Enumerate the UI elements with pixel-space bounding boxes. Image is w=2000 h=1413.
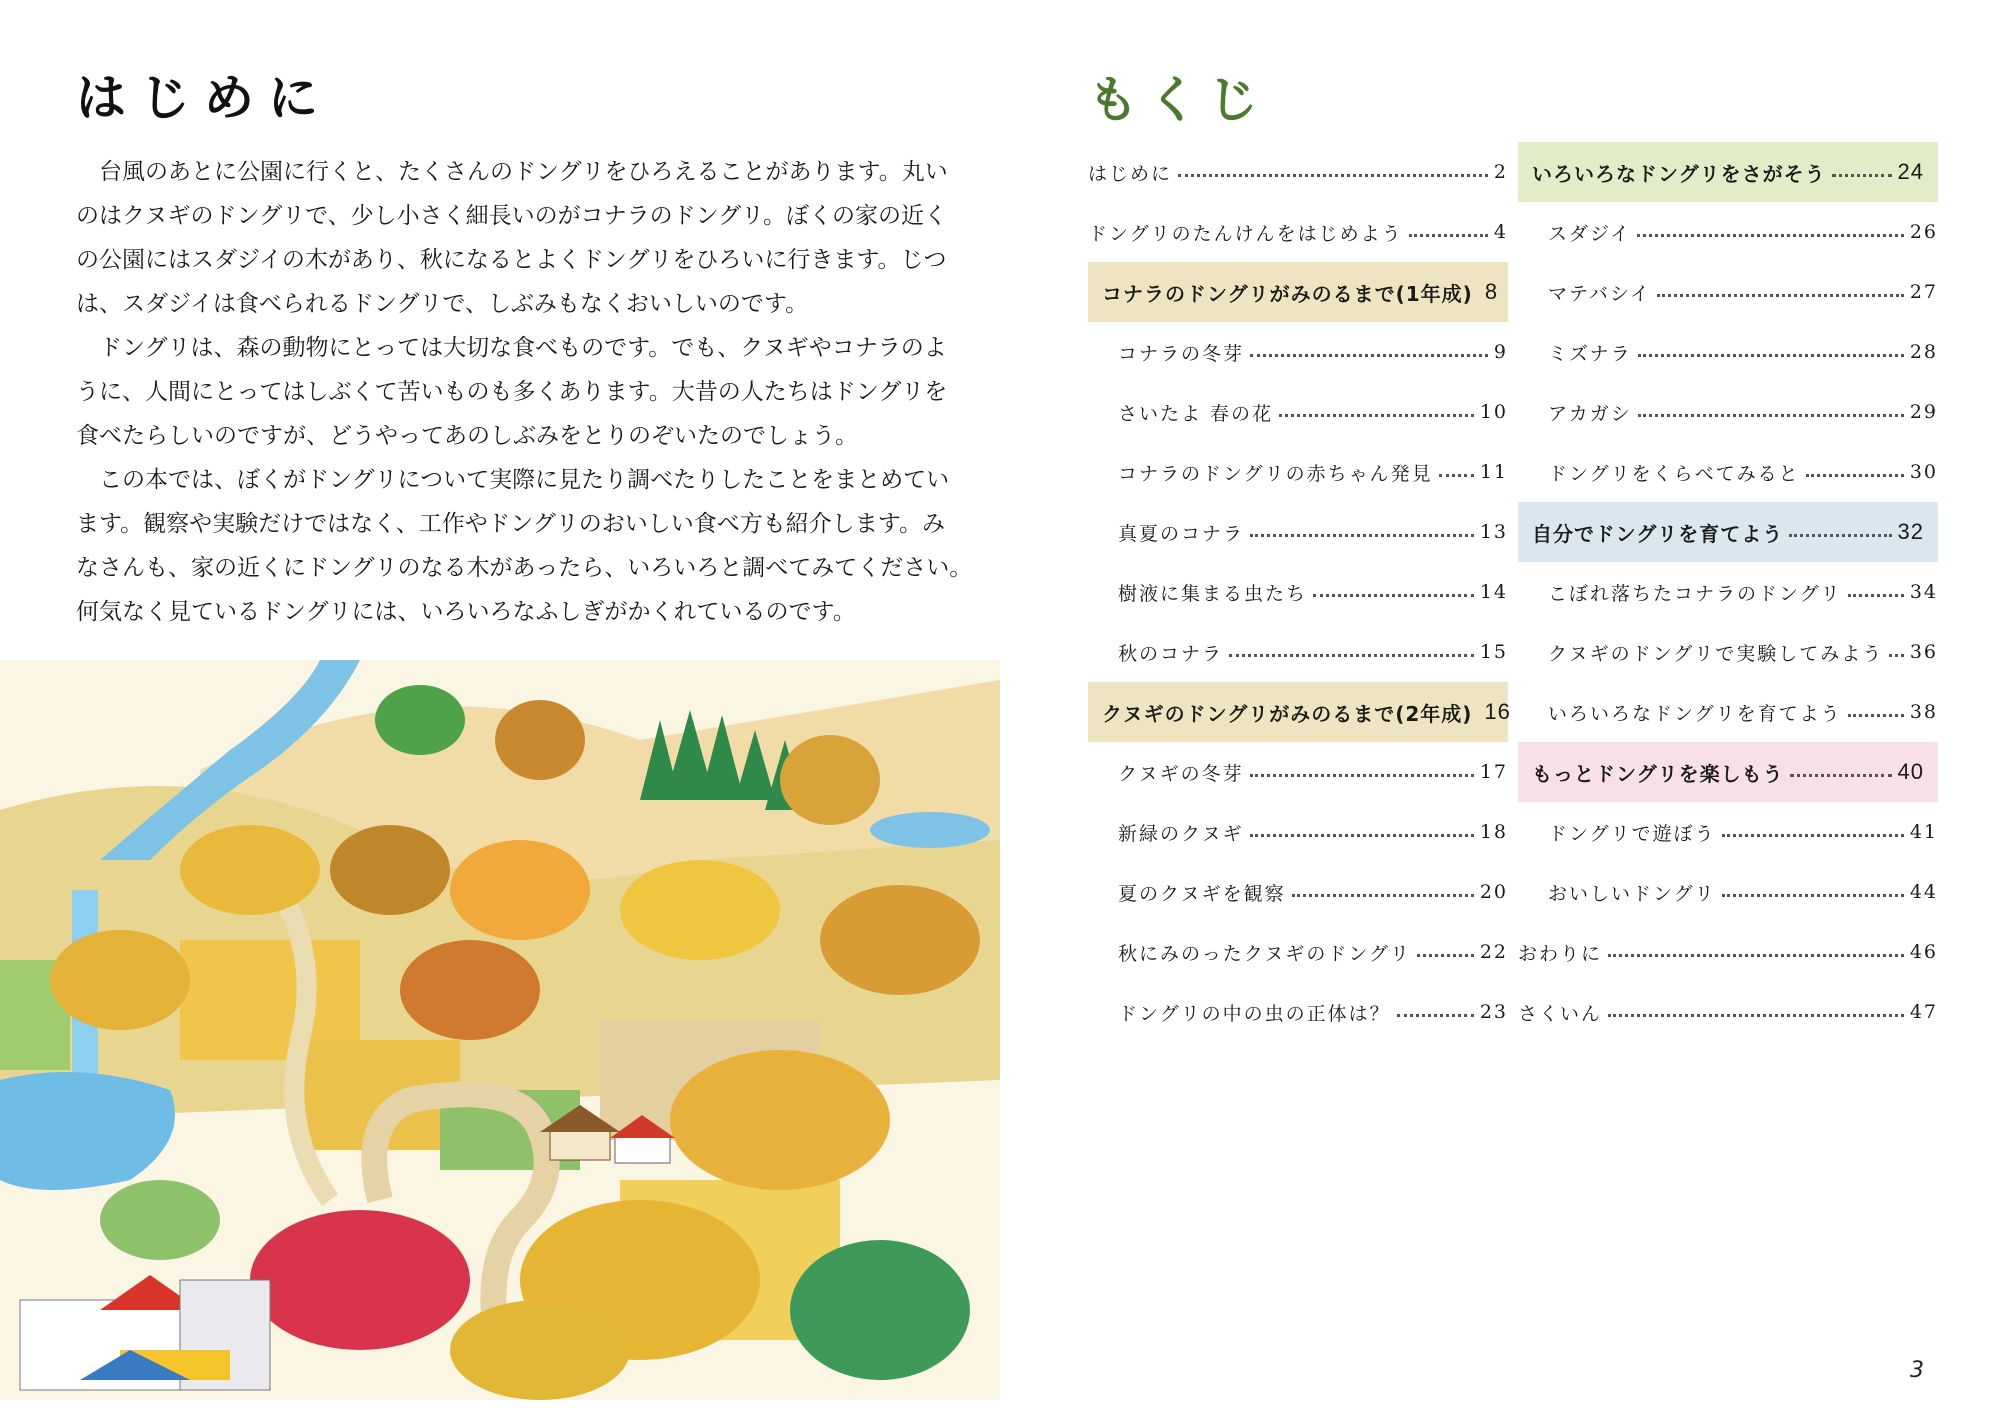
leader-dots (1397, 1014, 1474, 1017)
toc-entry[interactable] (1518, 802, 1938, 862)
toc-entry[interactable] (1518, 202, 1938, 262)
intro-line: 台風のあとに公園に行くと、たくさんのドングリをひろえることがあります。丸い (99, 159, 948, 185)
toc-section-label: いろいろなドングリをさがそう (1532, 161, 1826, 186)
intro-line: 何気なく見ているドングリには、いろいろなふしぎがかくれているのです。 (76, 599, 856, 625)
toc-entry-label: スダジイ (1548, 222, 1632, 245)
leader-dots (1637, 234, 1904, 237)
toc-entry-page: 41 (1909, 821, 1938, 843)
toc-entry-page: 13 (1479, 521, 1508, 543)
toc-entry-page: 15 (1479, 641, 1508, 663)
leader-dots (1889, 654, 1904, 657)
leader-dots (1722, 834, 1904, 837)
toc-entry-page: 18 (1479, 821, 1508, 843)
page-number: 3 (1910, 1358, 1924, 1383)
toc-entry[interactable] (1088, 442, 1508, 502)
toc-entry[interactable] (1088, 382, 1508, 442)
toc-entry-page: 22 (1479, 941, 1508, 963)
toc-entry[interactable] (1088, 742, 1508, 802)
toc-entry-label: さいたよ 春の花 (1118, 402, 1274, 425)
toc-section-page: 16 (1484, 699, 1511, 724)
toc-entry-page: 30 (1909, 461, 1938, 483)
intro-line: この本では、ぼくがドングリについて実際に見たり調べたりしたことをまとめてい (99, 467, 950, 493)
toc-entry-label: コナラのドングリの赤ちゃん発見 (1118, 462, 1433, 485)
leader-dots (1313, 594, 1474, 597)
leader-dots (1178, 174, 1488, 177)
leader-dots (1250, 834, 1474, 837)
leader-dots (1638, 354, 1904, 357)
toc-entry-page: 34 (1909, 581, 1938, 603)
toc-entry-label: ドングリをくらべてみると (1548, 462, 1800, 485)
toc-entry-label: 秋にみのったクヌギのドングリ (1118, 942, 1412, 965)
leader-dots (1608, 954, 1904, 957)
toc-entry-label: アカガシ (1548, 402, 1632, 425)
toc-entry-label: ミズナラ (1548, 342, 1632, 365)
toc-entry-page: 4 (1493, 221, 1508, 243)
leader-dots (1790, 774, 1892, 777)
leader-dots (1292, 894, 1474, 897)
leader-dots (1832, 174, 1892, 177)
toc-entry[interactable] (1518, 982, 1938, 1042)
toc-entry[interactable] (1518, 622, 1938, 682)
toc-section-header[interactable] (1088, 262, 1508, 322)
leader-dots (1848, 714, 1904, 717)
intro-title: はじめに (76, 69, 332, 127)
toc-entry-page: 28 (1909, 341, 1938, 363)
toc-entry-label: 新緑のクヌギ (1118, 822, 1244, 845)
intro-line: のはクヌギのドングリで、少し小さく細長いのがコナラのドングリ。ぼくの家の近く (76, 203, 948, 229)
leader-dots (1722, 894, 1904, 897)
toc-entry[interactable] (1518, 682, 1938, 742)
toc-entry-label: おいしいドングリ (1548, 882, 1716, 905)
intro-line: うに、人間にとってはしぶくて苦いものも多くあります。大昔の人たちはドングリを (76, 379, 948, 405)
leader-dots (1657, 294, 1904, 297)
toc-entry-page: 38 (1909, 701, 1938, 723)
toc-section-page: 24 (1897, 159, 1924, 184)
toc-entry-page: 20 (1479, 881, 1508, 903)
toc-entry[interactable] (1518, 262, 1938, 322)
toc-entry[interactable] (1518, 442, 1938, 502)
leader-dots (1638, 414, 1904, 417)
intro-line: の公園にはスダジイの木があり、秋になるとよくドングリをひろいに行きます。じつ (76, 247, 947, 273)
toc-section-page: 8 (1484, 279, 1499, 304)
toc-entry-page: 2 (1493, 161, 1508, 183)
toc-entry[interactable] (1088, 622, 1508, 682)
toc-column-right (1518, 142, 1938, 1042)
toc-entry-label: 樹液に集まる虫たち (1118, 582, 1308, 605)
intro-line: ドングリは、森の動物にとっては大切な食べものです。でも、クヌギやコナラのよ (99, 335, 947, 361)
leader-dots (1789, 534, 1891, 537)
toc-entry-page: 47 (1909, 1001, 1938, 1023)
toc-entry-label: 秋のコナラ (1118, 642, 1224, 665)
toc-section-header[interactable] (1518, 502, 1938, 562)
toc-entry[interactable] (1088, 502, 1508, 562)
toc-entry-page: 29 (1909, 401, 1938, 423)
intro-text (76, 150, 973, 634)
toc-entry[interactable] (1088, 802, 1508, 862)
toc-section-label: 自分でドングリを育てよう (1532, 521, 1784, 546)
toc-entry-page: 36 (1909, 641, 1938, 663)
toc-entry-label: こぼれ落ちたコナラのドングリ (1548, 582, 1842, 605)
leader-dots (1409, 234, 1488, 237)
leader-dots (1229, 654, 1474, 657)
leader-dots (1279, 414, 1474, 417)
intro-line: ます。観察や実験だけではなく、工作やドングリのおいしい食べ方も紹介します。み (76, 511, 945, 537)
toc-entry-label: はじめに (1088, 162, 1173, 185)
leader-dots (1439, 474, 1474, 477)
toc-entry[interactable] (1088, 862, 1508, 922)
toc-title: もくじ (1088, 71, 1268, 129)
toc-entry-label: ドングリのたんけんをはじめよう (1088, 222, 1403, 245)
toc-entry[interactable] (1088, 562, 1508, 622)
landscape-illustration (0, 660, 1000, 1400)
toc-entry[interactable] (1518, 862, 1938, 922)
toc-section-label: もっとドングリを楽しもう (1532, 761, 1784, 786)
intro-line: 食べたらしいのですが、どうやってあのしぶみをとりのぞいたのでしょう。 (76, 423, 858, 449)
toc-column-left (1088, 142, 1511, 1042)
toc-section-header[interactable] (1518, 742, 1938, 802)
toc-entry-page: 23 (1479, 1001, 1508, 1023)
toc-entry[interactable] (1088, 982, 1508, 1042)
toc-entry-page: 26 (1909, 221, 1938, 243)
toc-entry-label: いろいろなドングリを育てよう (1548, 702, 1842, 725)
leader-dots (1608, 1014, 1904, 1017)
toc-entry-page: 14 (1479, 581, 1508, 603)
toc-entry-label: クヌギの冬芽 (1118, 762, 1244, 785)
leader-dots (1250, 774, 1474, 777)
toc-entry-page: 10 (1479, 401, 1508, 423)
toc-entry[interactable] (1518, 922, 1938, 982)
intro-line: は、スダジイは食べられるドングリで、しぶみもなくおいしいのです。 (76, 291, 809, 317)
toc-entry[interactable] (1518, 322, 1938, 382)
leader-dots (1250, 354, 1488, 357)
toc-entry-label: コナラの冬芽 (1118, 342, 1245, 365)
toc-entry-page: 44 (1909, 881, 1938, 903)
toc-entry-label: マテバシイ (1548, 282, 1651, 305)
leader-dots (1417, 954, 1474, 957)
toc-entry-label: 真夏のコナラ (1118, 522, 1245, 545)
toc-section-header[interactable] (1088, 682, 1511, 742)
toc-section-header[interactable] (1518, 142, 1938, 202)
toc-entry-label: クヌギのドングリで実験してみよう (1548, 642, 1884, 665)
toc-entry-label: おわりに (1518, 942, 1603, 965)
toc-entry-page: 46 (1909, 941, 1938, 963)
toc-entry-page: 17 (1479, 761, 1508, 783)
toc-entry[interactable] (1088, 202, 1508, 262)
toc-entry-label: ドングリの中の虫の正体は？ (1118, 1002, 1391, 1025)
toc-section-page: 32 (1897, 519, 1924, 544)
toc-entry-label: 夏のクヌギを観察 (1118, 882, 1286, 905)
toc-entry-label: ドングリで遊ぼう (1548, 822, 1716, 845)
toc-entry[interactable] (1088, 142, 1508, 202)
toc-entry[interactable] (1088, 322, 1508, 382)
intro-line: なさんも、家の近くにドングリのなる木があったら、いろいろと調べてみてください。 (76, 555, 973, 581)
toc-entry[interactable] (1518, 562, 1938, 622)
leader-dots (1848, 594, 1904, 597)
toc-entry-page: 27 (1909, 281, 1938, 303)
toc-section-page: 40 (1897, 759, 1924, 784)
toc-entry-label: さくいん (1518, 1002, 1603, 1025)
toc-entry[interactable] (1518, 382, 1938, 442)
toc-entry[interactable] (1088, 922, 1508, 982)
toc-entry-page: 11 (1479, 461, 1508, 483)
leader-dots (1250, 534, 1474, 537)
toc-entry-page: 9 (1493, 341, 1508, 363)
leader-dots (1806, 474, 1904, 477)
toc-section-label: クヌギのドングリがみのるまで(2年成) (1102, 701, 1473, 726)
toc-section-label: コナラのドングリがみのるまで(1年成) (1102, 281, 1473, 306)
